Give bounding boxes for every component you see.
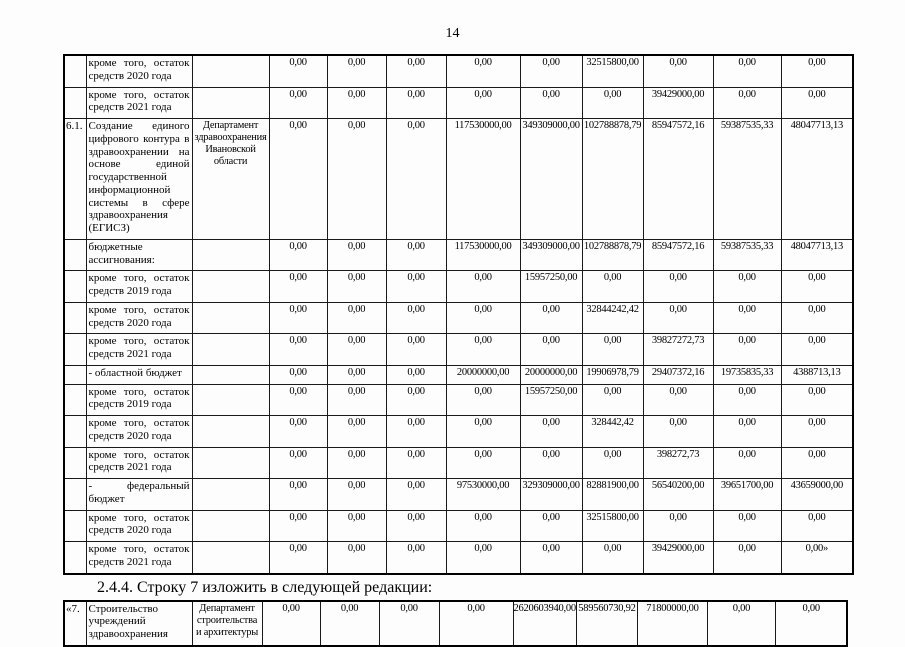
activity-name-cell: Строительство учреждений здравоохранения <box>86 601 192 646</box>
amount-cell: 0,00 <box>582 271 643 303</box>
amount-cell: 15957250,00 <box>520 271 582 303</box>
row-number-cell: «7. <box>64 601 86 646</box>
table-row <box>64 447 853 479</box>
amount-cell: 0,00 <box>269 416 327 448</box>
amount-cell: 0,00 <box>781 510 853 542</box>
amount-cell: 0,00 <box>269 365 327 384</box>
amount-cell: 0,00 <box>643 271 713 303</box>
activity-name-cell: кроме того, остаток средств 2021 года <box>86 87 192 119</box>
activity-name-cell: кроме того, остаток средств 2021 года <box>86 447 192 479</box>
amount-cell: 0,00 <box>446 55 520 87</box>
activity-name-cell: Создание единого цифрового контура в здравоохранении на основе единой государственной информационной системы в сфере здравоохранения (ЕГИСЗ) <box>86 119 192 240</box>
activity-name-cell: кроме того, остаток средств 2020 года <box>86 302 192 334</box>
row-number-cell <box>64 271 86 303</box>
amount-cell: 4388713,13 <box>781 365 853 384</box>
amount-cell: 0,00 <box>269 510 327 542</box>
amount-cell: 19906978,79 <box>582 365 643 384</box>
row-number-cell <box>64 447 86 479</box>
executor-cell <box>192 479 269 511</box>
amount-cell: 39827272,73 <box>643 334 713 366</box>
executor-cell <box>192 510 269 542</box>
amount-cell: 0,00 <box>386 302 446 334</box>
amount-cell: 0,00 <box>582 87 643 119</box>
amount-cell: 0,00 <box>713 384 781 416</box>
row-number-cell <box>64 365 86 384</box>
amount-cell: 32844242,42 <box>582 302 643 334</box>
row-number-cell <box>64 55 86 87</box>
amount-cell: 0,00 <box>269 479 327 511</box>
amount-cell: 117530000,00 <box>446 239 520 271</box>
activity-name-cell: кроме того, остаток средств 2019 года <box>86 271 192 303</box>
amount-cell: 0,00 <box>386 384 446 416</box>
amount-cell: 0,00 <box>262 601 320 646</box>
amount-cell: 0,00 <box>327 302 386 334</box>
amount-cell: 0,00 <box>327 447 386 479</box>
activity-name-cell: - областной бюджет <box>86 365 192 384</box>
row-number-cell <box>64 416 86 448</box>
amount-cell: 82881900,00 <box>582 479 643 511</box>
activity-name-cell: кроме того, остаток средств 2021 года <box>86 542 192 574</box>
row-number-cell <box>64 87 86 119</box>
amount-cell: 0,00 <box>707 601 775 646</box>
amount-cell: 0,00 <box>781 416 853 448</box>
amount-cell: 39429000,00 <box>643 87 713 119</box>
amount-cell: 0,00 <box>327 271 386 303</box>
table-row <box>64 542 853 574</box>
amount-cell: 0,00 <box>269 271 327 303</box>
amount-cell: 102788878,79 <box>582 239 643 271</box>
amount-cell: 0,00 <box>386 55 446 87</box>
amount-cell: 117530000,00 <box>446 119 520 240</box>
amount-cell: 0,00 <box>582 384 643 416</box>
amount-cell: 0,00 <box>327 416 386 448</box>
amount-cell: 0,00 <box>446 271 520 303</box>
amount-cell: 0,00 <box>643 510 713 542</box>
amount-cell: 0,00 <box>269 384 327 416</box>
amount-cell: 85947572,16 <box>643 239 713 271</box>
budget-continuation-table <box>63 54 854 575</box>
amount-cell: 0,00 <box>520 447 582 479</box>
table-row <box>64 334 853 366</box>
amount-cell: 0,00 <box>582 334 643 366</box>
amount-cell: 0,00 <box>327 365 386 384</box>
activity-name-cell: бюджетные ассигнования: <box>86 239 192 271</box>
amount-cell: 0,00 <box>582 542 643 574</box>
amount-cell: 0,00 <box>386 542 446 574</box>
activity-name-cell: - федеральный бюджет <box>86 479 192 511</box>
amount-cell: 20000000,00 <box>520 365 582 384</box>
activity-name-cell: кроме того, остаток средств 2020 года <box>86 510 192 542</box>
amount-cell: 43659000,00 <box>781 479 853 511</box>
amount-cell: 2620603940,00 <box>513 601 576 646</box>
amount-cell: 0,00 <box>520 302 582 334</box>
amount-cell: 102788878,79 <box>582 119 643 240</box>
amount-cell: 71800000,00 <box>637 601 707 646</box>
amount-cell: 59387535,33 <box>713 119 781 240</box>
amount-cell: 0,00 <box>386 479 446 511</box>
amount-cell: 0,00 <box>781 55 853 87</box>
amount-cell: 0,00 <box>327 55 386 87</box>
table-row <box>64 601 847 646</box>
amount-cell: 0,00 <box>520 87 582 119</box>
amount-cell: 0,00 <box>446 87 520 119</box>
amount-cell: 0,00 <box>386 271 446 303</box>
amount-cell: 0,00 <box>520 55 582 87</box>
amount-cell: 0,00 <box>446 510 520 542</box>
amount-cell: 15957250,00 <box>520 384 582 416</box>
row-number-cell <box>64 239 86 271</box>
amount-cell: 0,00 <box>386 447 446 479</box>
table-row <box>64 119 853 240</box>
amount-cell: 0,00 <box>269 119 327 240</box>
amount-cell: 56540200,00 <box>643 479 713 511</box>
amount-cell: 0,00 <box>713 542 781 574</box>
amount-cell: 0,00 <box>446 416 520 448</box>
amount-cell: 0,00 <box>327 239 386 271</box>
row-number-cell <box>64 334 86 366</box>
executor-cell <box>192 365 269 384</box>
amount-cell: 0,00 <box>520 510 582 542</box>
table-row <box>64 271 853 303</box>
amount-cell: 0,00 <box>781 447 853 479</box>
amount-cell: 0,00 <box>446 384 520 416</box>
executor-cell <box>192 271 269 303</box>
amount-cell: 39429000,00 <box>643 542 713 574</box>
amount-cell: 0,00 <box>446 334 520 366</box>
executor-cell: Департамент здравоохранения Ивановской области <box>192 119 269 240</box>
amount-cell: 0,00 <box>269 55 327 87</box>
amount-cell: 0,00 <box>327 510 386 542</box>
amount-cell: 0,00 <box>713 302 781 334</box>
amount-cell: 0,00 <box>643 384 713 416</box>
amount-cell: 0,00 <box>386 365 446 384</box>
amount-cell: 19735835,33 <box>713 365 781 384</box>
amount-cell: 0,00 <box>713 447 781 479</box>
row-number-cell <box>64 542 86 574</box>
activity-name-cell: кроме того, остаток средств 2020 года <box>86 416 192 448</box>
table-row <box>64 384 853 416</box>
amount-cell: 0,00 <box>327 87 386 119</box>
amount-cell: 0,00 <box>520 416 582 448</box>
amount-cell: 97530000,00 <box>446 479 520 511</box>
amount-cell: 0,00 <box>269 239 327 271</box>
activity-name-cell: кроме того, остаток средств 2020 года <box>86 55 192 87</box>
table-row <box>64 416 853 448</box>
amount-cell: 0,00 <box>269 302 327 334</box>
row-number-cell <box>64 384 86 416</box>
table-row <box>64 510 853 542</box>
amount-cell: 0,00 <box>379 601 439 646</box>
amount-cell: 349309000,00 <box>520 239 582 271</box>
amount-cell: 0,00 <box>781 334 853 366</box>
amount-cell: 0,00 <box>643 302 713 334</box>
amount-cell: 48047713,13 <box>781 119 853 240</box>
amount-cell: 0,00 <box>781 384 853 416</box>
amount-cell: 0,00 <box>269 334 327 366</box>
executor-cell <box>192 384 269 416</box>
activity-name-cell: кроме того, остаток средств 2019 года <box>86 384 192 416</box>
amount-cell: 32515800,00 <box>582 510 643 542</box>
amount-cell: 349309000,00 <box>520 119 582 240</box>
amount-cell: 329309000,00 <box>520 479 582 511</box>
amount-cell: 0,00 <box>327 119 386 240</box>
amount-cell: 0,00 <box>386 510 446 542</box>
amount-cell: 0,00 <box>320 601 379 646</box>
amount-cell: 0,00 <box>446 542 520 574</box>
amount-cell: 0,00 <box>327 334 386 366</box>
amount-cell: 0,00 <box>386 416 446 448</box>
row-number-cell <box>64 510 86 542</box>
table-row <box>64 87 853 119</box>
amount-cell: 0,00 <box>781 271 853 303</box>
amount-cell: 0,00 <box>713 416 781 448</box>
activity-name-cell: кроме того, остаток средств 2021 года <box>86 334 192 366</box>
amount-cell: 0,00 <box>386 239 446 271</box>
row-number-cell <box>64 302 86 334</box>
amount-cell: 0,00 <box>520 334 582 366</box>
row-number-cell <box>64 479 86 511</box>
amount-cell: 0,00 <box>582 447 643 479</box>
amount-cell: 0,00 <box>643 416 713 448</box>
amount-cell: 39651700,00 <box>713 479 781 511</box>
executor-cell: Департамент строительства и архитектуры <box>192 601 262 646</box>
amount-cell: 0,00 <box>775 601 847 646</box>
amount-cell: 0,00 <box>713 510 781 542</box>
amount-cell: 398272,73 <box>643 447 713 479</box>
amount-cell: 0,00 <box>269 542 327 574</box>
amount-cell: 0,00 <box>386 334 446 366</box>
table-row <box>64 55 853 87</box>
amount-cell: 48047713,13 <box>781 239 853 271</box>
amount-cell: 0,00 <box>269 447 327 479</box>
executor-cell <box>192 302 269 334</box>
amount-cell: 32515800,00 <box>582 55 643 87</box>
amount-cell: 0,00 <box>713 334 781 366</box>
amount-cell: 0,00 <box>643 55 713 87</box>
amount-cell: 0,00 <box>386 119 446 240</box>
amount-cell: 0,00 <box>446 447 520 479</box>
amount-cell: 0,00 <box>439 601 513 646</box>
amount-cell: 0,00» <box>781 542 853 574</box>
page-number: 14 <box>445 26 460 41</box>
table-row <box>64 479 853 511</box>
section-heading: 2.4.4. Строку 7 изложить в следующей редакции: <box>97 578 433 596</box>
executor-cell <box>192 334 269 366</box>
executor-cell <box>192 87 269 119</box>
table-row <box>64 365 853 384</box>
table-row <box>64 302 853 334</box>
amount-cell: 328442,42 <box>582 416 643 448</box>
amount-cell: 0,00 <box>327 542 386 574</box>
amount-cell: 0,00 <box>781 87 853 119</box>
amount-cell: 0,00 <box>781 302 853 334</box>
amount-cell: 589560730,92 <box>576 601 637 646</box>
executor-cell <box>192 447 269 479</box>
amount-cell: 0,00 <box>713 55 781 87</box>
amount-cell: 0,00 <box>269 87 327 119</box>
amount-cell: 29407372,16 <box>643 365 713 384</box>
amount-cell: 20000000,00 <box>446 365 520 384</box>
amount-cell: 0,00 <box>386 87 446 119</box>
amount-cell: 0,00 <box>327 479 386 511</box>
amount-cell: 0,00 <box>446 302 520 334</box>
amount-cell: 59387535,33 <box>713 239 781 271</box>
amount-cell: 0,00 <box>713 271 781 303</box>
executor-cell <box>192 542 269 574</box>
executor-cell <box>192 55 269 87</box>
amount-cell: 0,00 <box>713 87 781 119</box>
executor-cell <box>192 239 269 271</box>
row-number-cell: 6.1. <box>64 119 86 240</box>
executor-cell <box>192 416 269 448</box>
table-row <box>64 239 853 271</box>
amount-cell: 0,00 <box>520 542 582 574</box>
amount-cell: 0,00 <box>327 384 386 416</box>
amount-cell: 85947572,16 <box>643 119 713 240</box>
